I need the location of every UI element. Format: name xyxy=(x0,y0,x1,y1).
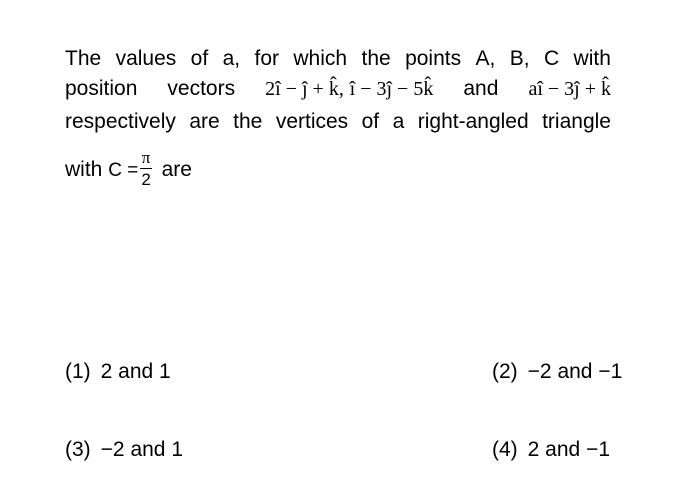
word: triangle xyxy=(542,110,611,133)
word: position xyxy=(65,77,138,100)
option-number: (1) xyxy=(65,360,91,383)
word: right-angled xyxy=(417,110,529,133)
word: with xyxy=(573,47,611,70)
vector-c-expr: aî − 3ĵ + k̂ xyxy=(528,78,611,100)
option-3[interactable] xyxy=(65,438,183,462)
word: The xyxy=(65,47,102,70)
word: C xyxy=(543,47,560,70)
question-line-4 xyxy=(65,148,611,192)
fraction-numerator: π xyxy=(141,147,151,167)
fraction-denominator: 2 xyxy=(141,169,151,189)
word: a, xyxy=(222,47,241,70)
word: for xyxy=(254,47,279,70)
option-4[interactable] xyxy=(492,438,610,462)
vector-a-expr: 2î − ĵ + k̂, xyxy=(265,78,344,100)
option-number: (3) xyxy=(65,438,91,461)
word: the xyxy=(233,110,263,133)
word: of xyxy=(190,47,209,70)
option-1[interactable] xyxy=(65,360,171,384)
word: values xyxy=(115,47,177,70)
option-text: 2 and −1 xyxy=(527,438,611,461)
question-line-2 xyxy=(65,75,611,103)
option-number: (2) xyxy=(492,360,518,383)
word: the xyxy=(361,47,391,70)
word: with xyxy=(65,158,103,181)
word: a xyxy=(392,110,405,133)
vector-a xyxy=(265,75,433,103)
word: are xyxy=(189,110,220,133)
word: respectively xyxy=(65,110,176,133)
pi-over-2-fraction xyxy=(140,149,151,188)
word: A, xyxy=(475,47,496,70)
question-line-1 xyxy=(65,45,611,73)
word: vertices xyxy=(275,110,349,133)
word: of xyxy=(361,110,380,133)
word: and xyxy=(463,77,499,100)
word: which xyxy=(293,47,348,70)
option-number: (4) xyxy=(492,438,518,461)
option-text: −2 and 1 xyxy=(100,438,184,461)
angle-var: C = xyxy=(108,160,139,181)
question-line-3 xyxy=(65,108,611,136)
option-text: 2 and 1 xyxy=(100,360,171,383)
word: vectors xyxy=(167,77,236,100)
option-text: −2 and −1 xyxy=(527,360,623,383)
word: points xyxy=(405,47,462,70)
word: are xyxy=(161,158,192,181)
option-2[interactable] xyxy=(492,360,622,384)
vector-b-expr: î − 3ĵ − 5k̂ xyxy=(349,78,434,100)
word: B, xyxy=(509,47,530,70)
